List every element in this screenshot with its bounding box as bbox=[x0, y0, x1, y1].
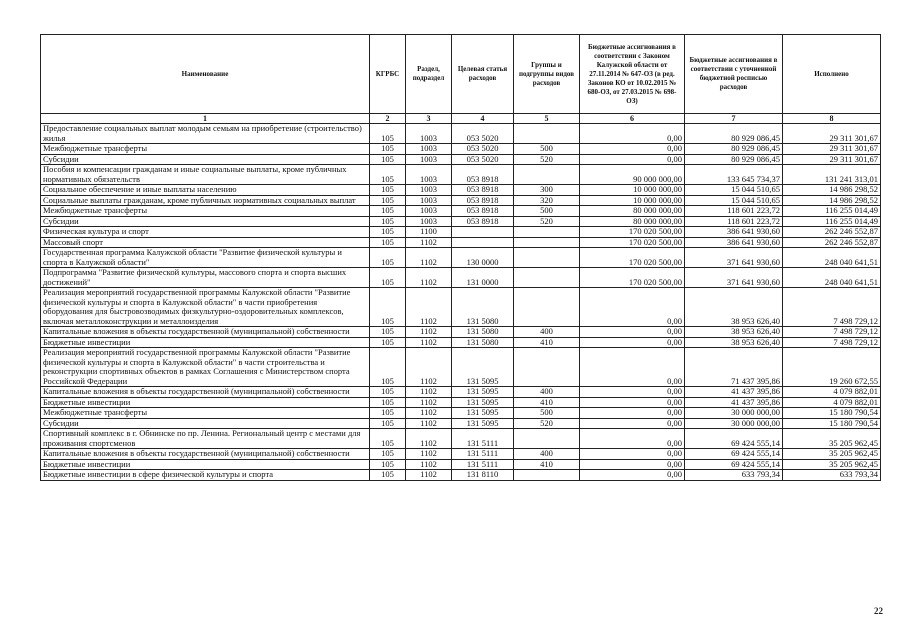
row-kgrbs: 105 bbox=[370, 429, 406, 449]
row-executed: 248 040 641,51 bbox=[783, 268, 881, 288]
row-expense-group bbox=[514, 124, 580, 144]
row-executed: 7 498 729,12 bbox=[783, 288, 881, 327]
row-executed: 7 498 729,12 bbox=[783, 327, 881, 338]
row-kgrbs: 105 bbox=[370, 185, 406, 196]
row-expense-group: 410 bbox=[514, 337, 580, 348]
row-kgrbs: 105 bbox=[370, 195, 406, 206]
row-law-allocation: 80 000 000,00 bbox=[580, 216, 685, 227]
row-law-allocation: 10 000 000,00 bbox=[580, 185, 685, 196]
row-expense-group: 520 bbox=[514, 418, 580, 429]
row-target-item: 131 8110 bbox=[452, 470, 514, 481]
row-name: Капитальные вложения в объекты государственной (муниципальной) собственности bbox=[41, 449, 370, 460]
table-row bbox=[41, 237, 881, 248]
row-section: 1102 bbox=[406, 387, 452, 398]
row-section: 1003 bbox=[406, 124, 452, 144]
row-revised-allocation: 386 641 930,60 bbox=[685, 237, 783, 248]
row-expense-group: 400 bbox=[514, 449, 580, 460]
row-section: 1102 bbox=[406, 248, 452, 268]
row-revised-allocation: 71 437 395,86 bbox=[685, 348, 783, 387]
row-law-allocation: 90 000 000,00 bbox=[580, 165, 685, 185]
table-row bbox=[41, 459, 881, 470]
row-law-allocation: 80 000 000,00 bbox=[580, 206, 685, 217]
row-expense-group bbox=[514, 348, 580, 387]
row-law-allocation: 0,00 bbox=[580, 418, 685, 429]
row-expense-group: 400 bbox=[514, 387, 580, 398]
row-revised-allocation: 371 641 930,60 bbox=[685, 248, 783, 268]
row-law-allocation: 0,00 bbox=[580, 397, 685, 408]
row-revised-allocation: 41 437 395,86 bbox=[685, 387, 783, 398]
row-revised-allocation: 80 929 086,45 bbox=[685, 154, 783, 165]
table-row bbox=[41, 408, 881, 419]
row-expense-group: 400 bbox=[514, 327, 580, 338]
row-target-item: 130 0000 bbox=[452, 248, 514, 268]
row-executed: 262 246 552,87 bbox=[783, 227, 881, 238]
row-section: 1003 bbox=[406, 144, 452, 155]
row-section: 1003 bbox=[406, 165, 452, 185]
row-name: Капитальные вложения в объекты государственной (муниципальной) собственности bbox=[41, 327, 370, 338]
row-section: 1003 bbox=[406, 185, 452, 196]
row-executed: 7 498 729,12 bbox=[783, 337, 881, 348]
row-executed: 633 793,34 bbox=[783, 470, 881, 481]
row-name: Пособия и компенсации гражданам и иные социальные выплаты, кроме публичных нормативных обязательств bbox=[41, 165, 370, 185]
row-executed: 14 986 298,52 bbox=[783, 195, 881, 206]
row-law-allocation: 0,00 bbox=[580, 408, 685, 419]
row-revised-allocation: 371 641 930,60 bbox=[685, 268, 783, 288]
row-expense-group bbox=[514, 248, 580, 268]
row-target-item: 053 5020 bbox=[452, 144, 514, 155]
row-revised-allocation: 80 929 086,45 bbox=[685, 124, 783, 144]
row-section: 1102 bbox=[406, 268, 452, 288]
row-executed: 29 311 301,67 bbox=[783, 124, 881, 144]
row-expense-group: 410 bbox=[514, 459, 580, 470]
row-name: Межбюджетные трансферты bbox=[41, 206, 370, 217]
row-revised-allocation: 118 601 223,72 bbox=[685, 206, 783, 217]
row-target-item bbox=[452, 227, 514, 238]
row-target-item: 131 5095 bbox=[452, 348, 514, 387]
row-name: Бюджетные инвестиции в сфере физической культуры и спорта bbox=[41, 470, 370, 481]
row-executed: 4 079 882,01 bbox=[783, 397, 881, 408]
row-expense-group: 500 bbox=[514, 144, 580, 155]
col-number: 3 bbox=[406, 114, 452, 124]
row-section: 1102 bbox=[406, 288, 452, 327]
row-kgrbs: 105 bbox=[370, 418, 406, 429]
row-target-item: 053 8918 bbox=[452, 206, 514, 217]
row-kgrbs: 105 bbox=[370, 248, 406, 268]
row-law-allocation: 170 020 500,00 bbox=[580, 237, 685, 248]
row-expense-group: 520 bbox=[514, 154, 580, 165]
table-row bbox=[41, 348, 881, 387]
row-law-allocation: 10 000 000,00 bbox=[580, 195, 685, 206]
row-section: 1003 bbox=[406, 195, 452, 206]
row-revised-allocation: 69 424 555,14 bbox=[685, 429, 783, 449]
row-executed: 35 205 962,45 bbox=[783, 449, 881, 460]
table-row bbox=[41, 337, 881, 348]
row-executed: 19 260 672,55 bbox=[783, 348, 881, 387]
row-target-item: 131 5111 bbox=[452, 449, 514, 460]
row-law-allocation: 0,00 bbox=[580, 327, 685, 338]
row-executed: 262 246 552,87 bbox=[783, 237, 881, 248]
row-target-item: 131 0000 bbox=[452, 268, 514, 288]
col-header-section: Раздел, подраздел bbox=[406, 35, 452, 114]
row-kgrbs: 105 bbox=[370, 227, 406, 238]
col-number: 1 bbox=[41, 114, 370, 124]
row-revised-allocation: 41 437 395,86 bbox=[685, 397, 783, 408]
row-section: 1102 bbox=[406, 348, 452, 387]
row-kgrbs: 105 bbox=[370, 470, 406, 481]
row-target-item: 053 8918 bbox=[452, 165, 514, 185]
row-expense-group: 410 bbox=[514, 397, 580, 408]
table-row bbox=[41, 216, 881, 227]
row-revised-allocation: 118 601 223,72 bbox=[685, 216, 783, 227]
row-revised-allocation: 38 953 626,40 bbox=[685, 288, 783, 327]
row-section: 1102 bbox=[406, 429, 452, 449]
row-kgrbs: 105 bbox=[370, 337, 406, 348]
row-section: 1003 bbox=[406, 206, 452, 217]
row-expense-group bbox=[514, 288, 580, 327]
row-name: Субсидии bbox=[41, 216, 370, 227]
row-revised-allocation: 69 424 555,14 bbox=[685, 449, 783, 460]
row-kgrbs: 105 bbox=[370, 327, 406, 338]
table-row bbox=[41, 144, 881, 155]
row-kgrbs: 105 bbox=[370, 408, 406, 419]
row-expense-group bbox=[514, 470, 580, 481]
row-kgrbs: 105 bbox=[370, 154, 406, 165]
row-kgrbs: 105 bbox=[370, 124, 406, 144]
row-kgrbs: 105 bbox=[370, 206, 406, 217]
table-row bbox=[41, 165, 881, 185]
row-name: Реализация мероприятий государственной программы Калужской области "Развитие физической культуры и спорта в Калужской области" в части приобретения оборудования для быстровозводимых физкультурно-оздоровительных комплексов, включая металлоконструкции и металлоизделия bbox=[41, 288, 370, 327]
row-expense-group: 500 bbox=[514, 408, 580, 419]
row-section: 1102 bbox=[406, 449, 452, 460]
row-revised-allocation: 30 000 000,00 bbox=[685, 408, 783, 419]
row-expense-group: 520 bbox=[514, 216, 580, 227]
row-target-item: 131 5095 bbox=[452, 387, 514, 398]
row-section: 1100 bbox=[406, 227, 452, 238]
row-name: Подпрограмма "Развитие физической культуры, массового спорта и спорта высших достижений" bbox=[41, 268, 370, 288]
table-row bbox=[41, 227, 881, 238]
row-expense-group bbox=[514, 165, 580, 185]
row-name: Субсидии bbox=[41, 418, 370, 429]
col-number: 8 bbox=[783, 114, 881, 124]
row-executed: 248 040 641,51 bbox=[783, 248, 881, 268]
row-expense-group bbox=[514, 237, 580, 248]
table-row bbox=[41, 268, 881, 288]
table-row bbox=[41, 429, 881, 449]
row-kgrbs: 105 bbox=[370, 348, 406, 387]
row-target-item: 131 5080 bbox=[452, 288, 514, 327]
row-target-item: 131 5080 bbox=[452, 337, 514, 348]
row-expense-group bbox=[514, 268, 580, 288]
row-law-allocation: 0,00 bbox=[580, 144, 685, 155]
row-executed: 4 079 882,01 bbox=[783, 387, 881, 398]
row-executed: 35 205 962,45 bbox=[783, 459, 881, 470]
row-expense-group: 320 bbox=[514, 195, 580, 206]
row-expense-group: 500 bbox=[514, 206, 580, 217]
table-row bbox=[41, 185, 881, 196]
column-number-row bbox=[41, 114, 881, 124]
col-header-kgrbs: КГРБС bbox=[370, 35, 406, 114]
table-row bbox=[41, 248, 881, 268]
row-law-allocation: 0,00 bbox=[580, 387, 685, 398]
row-section: 1102 bbox=[406, 418, 452, 429]
row-section: 1003 bbox=[406, 216, 452, 227]
table-body bbox=[41, 124, 881, 481]
row-name: Межбюджетные трансферты bbox=[41, 144, 370, 155]
row-section: 1102 bbox=[406, 237, 452, 248]
row-executed: 116 255 014,49 bbox=[783, 206, 881, 217]
row-target-item: 131 5095 bbox=[452, 397, 514, 408]
row-target-item: 131 5080 bbox=[452, 327, 514, 338]
row-revised-allocation: 633 793,34 bbox=[685, 470, 783, 481]
row-law-allocation: 170 020 500,00 bbox=[580, 248, 685, 268]
table-row bbox=[41, 387, 881, 398]
row-kgrbs: 105 bbox=[370, 397, 406, 408]
header-row bbox=[41, 35, 881, 114]
row-name: Межбюджетные трансферты bbox=[41, 408, 370, 419]
row-law-allocation: 170 020 500,00 bbox=[580, 268, 685, 288]
row-target-item bbox=[452, 237, 514, 248]
table-row bbox=[41, 206, 881, 217]
row-name: Социальные выплаты гражданам, кроме публичных нормативных социальных выплат bbox=[41, 195, 370, 206]
row-kgrbs: 105 bbox=[370, 459, 406, 470]
col-number: 5 bbox=[514, 114, 580, 124]
table-row bbox=[41, 195, 881, 206]
row-name: Бюджетные инвестиции bbox=[41, 459, 370, 470]
col-number: 4 bbox=[452, 114, 514, 124]
row-executed: 35 205 962,45 bbox=[783, 429, 881, 449]
row-target-item: 131 5111 bbox=[452, 459, 514, 470]
row-kgrbs: 105 bbox=[370, 268, 406, 288]
row-revised-allocation: 80 929 086,45 bbox=[685, 144, 783, 155]
row-name: Спортивный комплекс в г. Обнинске по пр. Ленина. Региональный центр с местами для проживания спортсменов bbox=[41, 429, 370, 449]
page-number: 22 bbox=[874, 606, 883, 616]
row-revised-allocation: 69 424 555,14 bbox=[685, 459, 783, 470]
row-name: Субсидии bbox=[41, 154, 370, 165]
row-executed: 29 311 301,67 bbox=[783, 154, 881, 165]
row-kgrbs: 105 bbox=[370, 237, 406, 248]
row-target-item: 053 8918 bbox=[452, 185, 514, 196]
row-kgrbs: 105 bbox=[370, 216, 406, 227]
row-kgrbs: 105 bbox=[370, 449, 406, 460]
row-target-item: 131 5095 bbox=[452, 418, 514, 429]
row-expense-group bbox=[514, 429, 580, 449]
row-expense-group: 300 bbox=[514, 185, 580, 196]
col-header-target-item: Целевая статья расходов bbox=[452, 35, 514, 114]
row-executed: 15 180 790,54 bbox=[783, 418, 881, 429]
row-kgrbs: 105 bbox=[370, 144, 406, 155]
table-row bbox=[41, 327, 881, 338]
row-law-allocation: 0,00 bbox=[580, 459, 685, 470]
col-number: 6 bbox=[580, 114, 685, 124]
row-revised-allocation: 133 645 734,37 bbox=[685, 165, 783, 185]
row-law-allocation: 0,00 bbox=[580, 449, 685, 460]
row-executed: 116 255 014,49 bbox=[783, 216, 881, 227]
col-header-expense-group: Группы и подгруппы видов расходов bbox=[514, 35, 580, 114]
row-law-allocation: 0,00 bbox=[580, 470, 685, 481]
row-name: Массовый спорт bbox=[41, 237, 370, 248]
row-law-allocation: 0,00 bbox=[580, 429, 685, 449]
row-law-allocation: 0,00 bbox=[580, 124, 685, 144]
table-row bbox=[41, 124, 881, 144]
row-name: Бюджетные инвестиции bbox=[41, 337, 370, 348]
row-target-item: 131 5111 bbox=[452, 429, 514, 449]
row-executed: 29 311 301,67 bbox=[783, 144, 881, 155]
table-row bbox=[41, 418, 881, 429]
table-row bbox=[41, 470, 881, 481]
row-executed: 15 180 790,54 bbox=[783, 408, 881, 419]
table-row bbox=[41, 397, 881, 408]
col-header-law-allocations: Бюджетные ассигнования в соответствии с Законом Калужской области от 27.11.2014 № 647-ОЗ (в ред. Законов КО от 10.02.2015 № 680-ОЗ, от 27.03.2015 № 698-ОЗ) bbox=[580, 35, 685, 114]
row-section: 1102 bbox=[406, 397, 452, 408]
row-target-item: 053 5020 bbox=[452, 154, 514, 165]
row-law-allocation: 0,00 bbox=[580, 337, 685, 348]
row-law-allocation: 0,00 bbox=[580, 348, 685, 387]
row-kgrbs: 105 bbox=[370, 288, 406, 327]
row-revised-allocation: 15 044 510,65 bbox=[685, 195, 783, 206]
col-number: 7 bbox=[685, 114, 783, 124]
row-section: 1003 bbox=[406, 154, 452, 165]
row-name: Реализация мероприятий государственной программы Калужской области "Развитие физической культуры и спорта в Калужской области" в части строительства и реконструкции спортивных объектов в рамках Соглашения с Министерством спорта Российской Федерации bbox=[41, 348, 370, 387]
col-header-executed: Исполнено bbox=[783, 35, 881, 114]
row-name: Государственная программа Калужской области "Развитие физической культуры и спорта в Калужской области" bbox=[41, 248, 370, 268]
row-name: Бюджетные инвестиции bbox=[41, 397, 370, 408]
row-section: 1102 bbox=[406, 337, 452, 348]
col-header-revised-allocations: Бюджетные ассигнования в соответствии с уточненной бюджетной росписью расходов bbox=[685, 35, 783, 114]
row-law-allocation: 0,00 bbox=[580, 154, 685, 165]
row-law-allocation: 0,00 bbox=[580, 288, 685, 327]
budget-table-sheet bbox=[40, 34, 881, 481]
table-row bbox=[41, 449, 881, 460]
row-law-allocation: 170 020 500,00 bbox=[580, 227, 685, 238]
row-target-item: 053 5020 bbox=[452, 124, 514, 144]
row-target-item: 053 8918 bbox=[452, 216, 514, 227]
table-row bbox=[41, 154, 881, 165]
table-row bbox=[41, 288, 881, 327]
row-revised-allocation: 38 953 626,40 bbox=[685, 327, 783, 338]
row-target-item: 053 8918 bbox=[452, 195, 514, 206]
col-header-name: Наименование bbox=[41, 35, 370, 114]
row-executed: 131 241 313,01 bbox=[783, 165, 881, 185]
row-name: Предоставление социальных выплат молодым семьям на приобретение (строительство) жилья bbox=[41, 124, 370, 144]
row-executed: 14 986 298,52 bbox=[783, 185, 881, 196]
row-name: Капитальные вложения в объекты государственной (муниципальной) собственности bbox=[41, 387, 370, 398]
row-section: 1102 bbox=[406, 470, 452, 481]
row-name: Физическая культура и спорт bbox=[41, 227, 370, 238]
row-target-item: 131 5095 bbox=[452, 408, 514, 419]
row-kgrbs: 105 bbox=[370, 387, 406, 398]
row-revised-allocation: 38 953 626,40 bbox=[685, 337, 783, 348]
row-revised-allocation: 386 641 930,60 bbox=[685, 227, 783, 238]
row-name: Социальное обеспечение и иные выплаты населению bbox=[41, 185, 370, 196]
row-revised-allocation: 30 000 000,00 bbox=[685, 418, 783, 429]
budget-table bbox=[40, 34, 881, 481]
row-kgrbs: 105 bbox=[370, 165, 406, 185]
row-revised-allocation: 15 044 510,65 bbox=[685, 185, 783, 196]
col-number: 2 bbox=[370, 114, 406, 124]
row-section: 1102 bbox=[406, 327, 452, 338]
row-section: 1102 bbox=[406, 459, 452, 470]
row-section: 1102 bbox=[406, 408, 452, 419]
row-expense-group bbox=[514, 227, 580, 238]
